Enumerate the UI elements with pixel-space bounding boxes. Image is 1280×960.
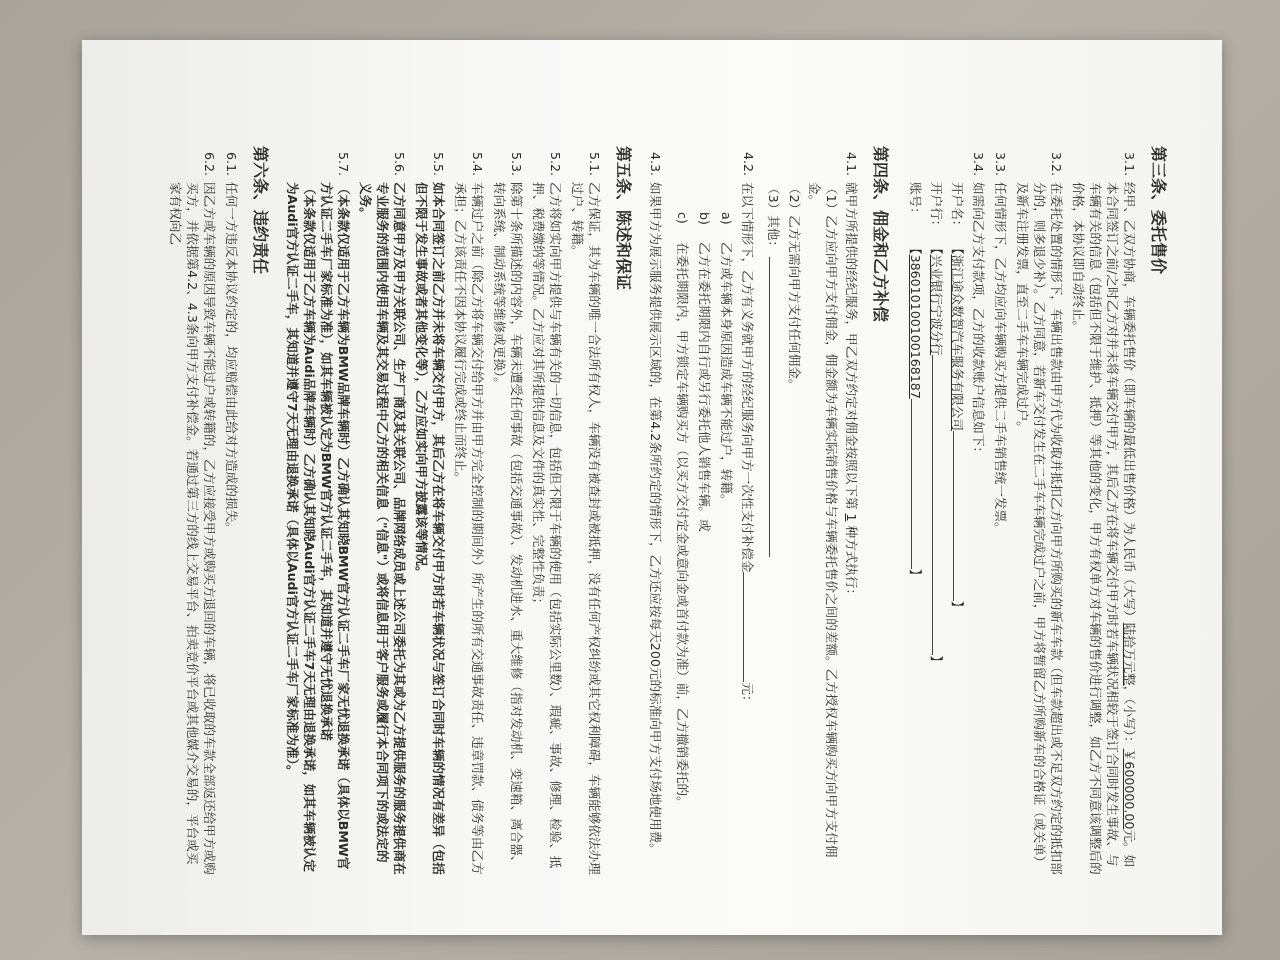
article3-title: 第三条、委托售价 xyxy=(1149,146,1168,275)
item-label: a) xyxy=(719,212,734,225)
clause-number: 3.2. xyxy=(1049,152,1064,177)
bmw-warranty-text: （本条款仅适用于乙方车辆为BMW品牌车辆时）乙方确认其知晓BMW官方认证二手车厂家无忧退换承诺（具体以BMW官方认证二手车厂家标准为准），如其车辆被认定为BMW官方认证二手车，其知道并遵守无忧退换承诺 xyxy=(319,182,351,870)
price-in-words: 陆拾万元整 xyxy=(1122,622,1137,686)
item-b xyxy=(696,212,713,875)
clause-number: 3.3. xyxy=(993,152,1008,177)
clause-text xyxy=(739,182,757,875)
clause-number: 5.2. xyxy=(548,152,563,177)
article5-title: 第五条、陈述和保证 xyxy=(614,146,633,291)
contract-page xyxy=(82,40,1222,935)
clause-text: 任何一方违反本协议约定的，均应赔偿由此给对方造成的损失。 xyxy=(224,182,239,535)
clause-number: 5.6. xyxy=(392,152,407,177)
clause-number: 4.2. xyxy=(741,152,756,177)
clause-text: 乙方保证，其为车辆的唯一合法所有权人，车辆没有被查封或被抵押，没有任何产权纠纷或其它权利障碍，车辆能够依法办理过户、转籍。 xyxy=(570,182,602,875)
clause-5-2 xyxy=(530,152,564,875)
clause-number: 5.1. xyxy=(587,152,602,177)
clause-text: 除第十条所描述的内容外，车辆未遭受任何事故（包括交通事故）、发动机进水、重大维修（指对发动机、变速箱、离合器、转向系统、制动系统等维修或更换）。 xyxy=(492,182,524,869)
clause-3-3 xyxy=(992,152,1009,875)
clause-text: 如果甲方为展示服务提供展示区域的，在第4.2条所约定的情形下，乙方还应按每天200元的标准向甲方支付场地使用费。 xyxy=(648,182,663,856)
clause-number: 5.3. xyxy=(509,152,524,177)
clause-text-part: 元： xyxy=(740,682,755,708)
clause-number: 5.5. xyxy=(431,152,446,177)
account-holder-value: 浙江途众数智汽车服务有限公司 xyxy=(950,254,965,431)
clause-number: 4.1. xyxy=(844,152,859,177)
article6-title: 第六条、违约责任 xyxy=(251,146,270,275)
clause-body xyxy=(762,182,860,875)
audi-warranty-text: （本条款仅适用于乙方车辆为Audi品牌车辆时）乙方确认其知晓Audi官方认证二手车7天无理由退换承诺，如其车辆被认定为Audi官方认证二手车，其知道并遵守7天无理由退换承诺（具体以Audi官方认证二手车厂家标准为准）。 xyxy=(285,182,317,872)
clause-6-2 xyxy=(167,152,218,875)
clause-body xyxy=(904,182,987,875)
clause-4-3 xyxy=(647,152,664,875)
bank-value: 兴业银行宁波分行 xyxy=(929,254,944,356)
clause-4-2 xyxy=(669,152,757,875)
clause-number: 3.1. xyxy=(1122,152,1137,177)
clause-number: 6.1. xyxy=(224,152,239,177)
bank-label: 开户行： xyxy=(929,182,944,233)
option-1: （1）乙方应向甲方支付佣金，佣金额为车辆实际销售价格与车辆委托售价之间的差额。乙方授权车辆购买方向甲方支付佣金。 xyxy=(807,182,839,858)
price-in-figures: ￥600000.00 xyxy=(1122,748,1137,830)
clause-text-part: 元。如本合同签订之前/之时乙方对并未将车辆交付甲方，其后乙方在将车辆交付甲方时若车辆状况相较于签订合同时发生事故、与车辆有关的信息（包括但不限于维护、抵押）等其他的变化，甲方有权单方对车辆的售价进行调整，如乙方不同意该调整后的价格，本协议即自动终止。 xyxy=(1071,182,1137,875)
item-c xyxy=(674,212,691,875)
clause-5-4 xyxy=(452,152,486,875)
clause-text: 如需向乙方支付款项，乙方的收款账户信息如下： xyxy=(971,182,986,460)
clause-text-part: 经甲、乙双方协商，车辆委托售价（即车辆的最低出售价格）为人民币（大写） xyxy=(1122,182,1137,623)
option-3-row xyxy=(765,182,783,875)
fill-line xyxy=(743,572,757,682)
item-a xyxy=(718,212,735,875)
clause-number: 6.2. xyxy=(202,152,217,177)
account-label: 账号： xyxy=(908,182,923,220)
paper-sheet xyxy=(82,40,1222,935)
clause-text: 因乙方或车辆的原因导致车辆不能过户或转籍的，乙方应接受甲方或购买方退回的车辆，将已收取的车款全部返还给甲方或购买方，并依据第4.2、4.3条向甲方支付补偿金。若通过第三方的线上交易平台、拍卖竞价平台或其他媒介交易的，平台或买家有权向乙 xyxy=(168,182,217,875)
clause-number: 5.4. xyxy=(470,152,485,177)
item-text: 在委托期限内，甲方锁定车辆购买方（以买方交付定金或意向金或首付款为准）前，乙方撤销委托的。 xyxy=(675,242,690,809)
option-2: （2）乙方无需向甲方支付任何佣金。 xyxy=(787,182,802,392)
item-label: b) xyxy=(697,212,712,225)
clause-number: 5.7. xyxy=(336,152,351,177)
clause-text: 乙方同意甲方及甲方关联公司、生产厂商及其关联公司、品牌网络成员或上述公司委托为其或为乙方提供服务的服务提供商在专业服务的范围内使用车辆及其交易过程中乙方的相关信息（"信息"）或将信息用于客户服务或履行本合同项下的或法定的义务。 xyxy=(358,182,407,875)
account-holder-row: 开户名： 【浙江途众数智汽车服务有限公司】 xyxy=(950,182,965,614)
account-row: 账号： 【386010100100168187】 xyxy=(908,182,923,582)
clause-3-4 xyxy=(904,152,987,875)
item-text: 乙方在委托期限内自行或另行委托他人销售车辆。或 xyxy=(697,242,712,532)
clause-5-3 xyxy=(491,152,525,875)
article4-title: 第四条、佣金和乙方补偿 xyxy=(871,146,890,323)
clause-number: 3.4. xyxy=(971,152,986,177)
fill-line xyxy=(769,257,783,557)
clause-4-1 xyxy=(762,152,860,875)
item-label: c) xyxy=(675,212,690,224)
clause-text-part: 就甲方所提供的经纪服务，甲乙双方约定对佣金按照以下第 xyxy=(844,182,859,510)
clause-3-2 xyxy=(1014,152,1065,875)
fill-line xyxy=(911,399,925,569)
clause-6-1 xyxy=(223,152,240,875)
clause-3-1 xyxy=(1070,152,1138,875)
clause-5-5 xyxy=(413,152,447,875)
clause-5-6 xyxy=(357,152,408,875)
clause-text xyxy=(1070,182,1138,875)
clause-text-part: 种方式执行： xyxy=(844,525,859,602)
account-value: 386010100100168187 xyxy=(908,254,923,399)
fill-line xyxy=(932,355,946,655)
clause-text: 车辆过户之前（除乙方将车辆交付给甲方并由甲方完全控制的期间外）所产生的所有交通事故责任、违章罚款、债务等由乙方承担；乙方该责任不因本协议履行完成或终止而终止。 xyxy=(453,182,485,875)
clause-5-7 xyxy=(284,152,352,875)
clause-number: 4.3. xyxy=(648,152,663,177)
option-choice: 1 xyxy=(844,513,859,522)
clause-text: 乙方将如实向甲方提供与车辆有关的一切信息，包括但不限于车辆的使用（包括实际公里数）、瑕疵、事故、修理、检验、抵押、税费缴纳等情况。乙方应对其所提供信息及文件的真实性、完整性负责； xyxy=(531,182,563,869)
clause-5-1 xyxy=(569,152,603,875)
item-text: 乙方或车辆本身原因造成车辆不能过户，转籍。 xyxy=(719,242,734,507)
clause-text xyxy=(843,182,860,875)
clause-text: 在委托处置的情形下，车辆出售款由甲方代为收取并抵扣乙方向甲方所购买的新车车款（但车款超出或不足双方约定的抵扣部分的，则多退少补）。乙方同意，若新车交付发生在二手车车辆完成过户之前，甲方将暂留乙方所购新车的合格证（或关单）及新车注册发票，直至二手车车辆完成过户。 xyxy=(1015,182,1064,875)
clause-body xyxy=(669,182,757,875)
clause-text: 任何情形下，乙方均应向车辆购买方提供二手车销售统一发票。 xyxy=(993,182,1008,535)
clause-text: 如本合同签订之前乙方并未将车辆交付甲方，其后乙方在将车辆交付甲方时若车辆状况与签订合同时车辆的情况有差异（包括但不限于发生事故或者其他变化等），乙方应如实向甲方披露该等情况。 xyxy=(414,182,446,875)
clause-text-part: ，（小写）： xyxy=(1122,685,1137,749)
clause-body xyxy=(284,182,352,875)
option-3: （3）其他： xyxy=(766,182,781,253)
fill-line xyxy=(953,431,967,601)
account-holder-label: 开户名： xyxy=(950,182,965,233)
bank-row: 开户行： 【兴业银行宁波分行】 xyxy=(929,182,944,668)
clause-text-part: 在以下情形下，乙方有义务就甲方的经纪服务向甲方一次性支付补偿金 xyxy=(740,182,755,573)
